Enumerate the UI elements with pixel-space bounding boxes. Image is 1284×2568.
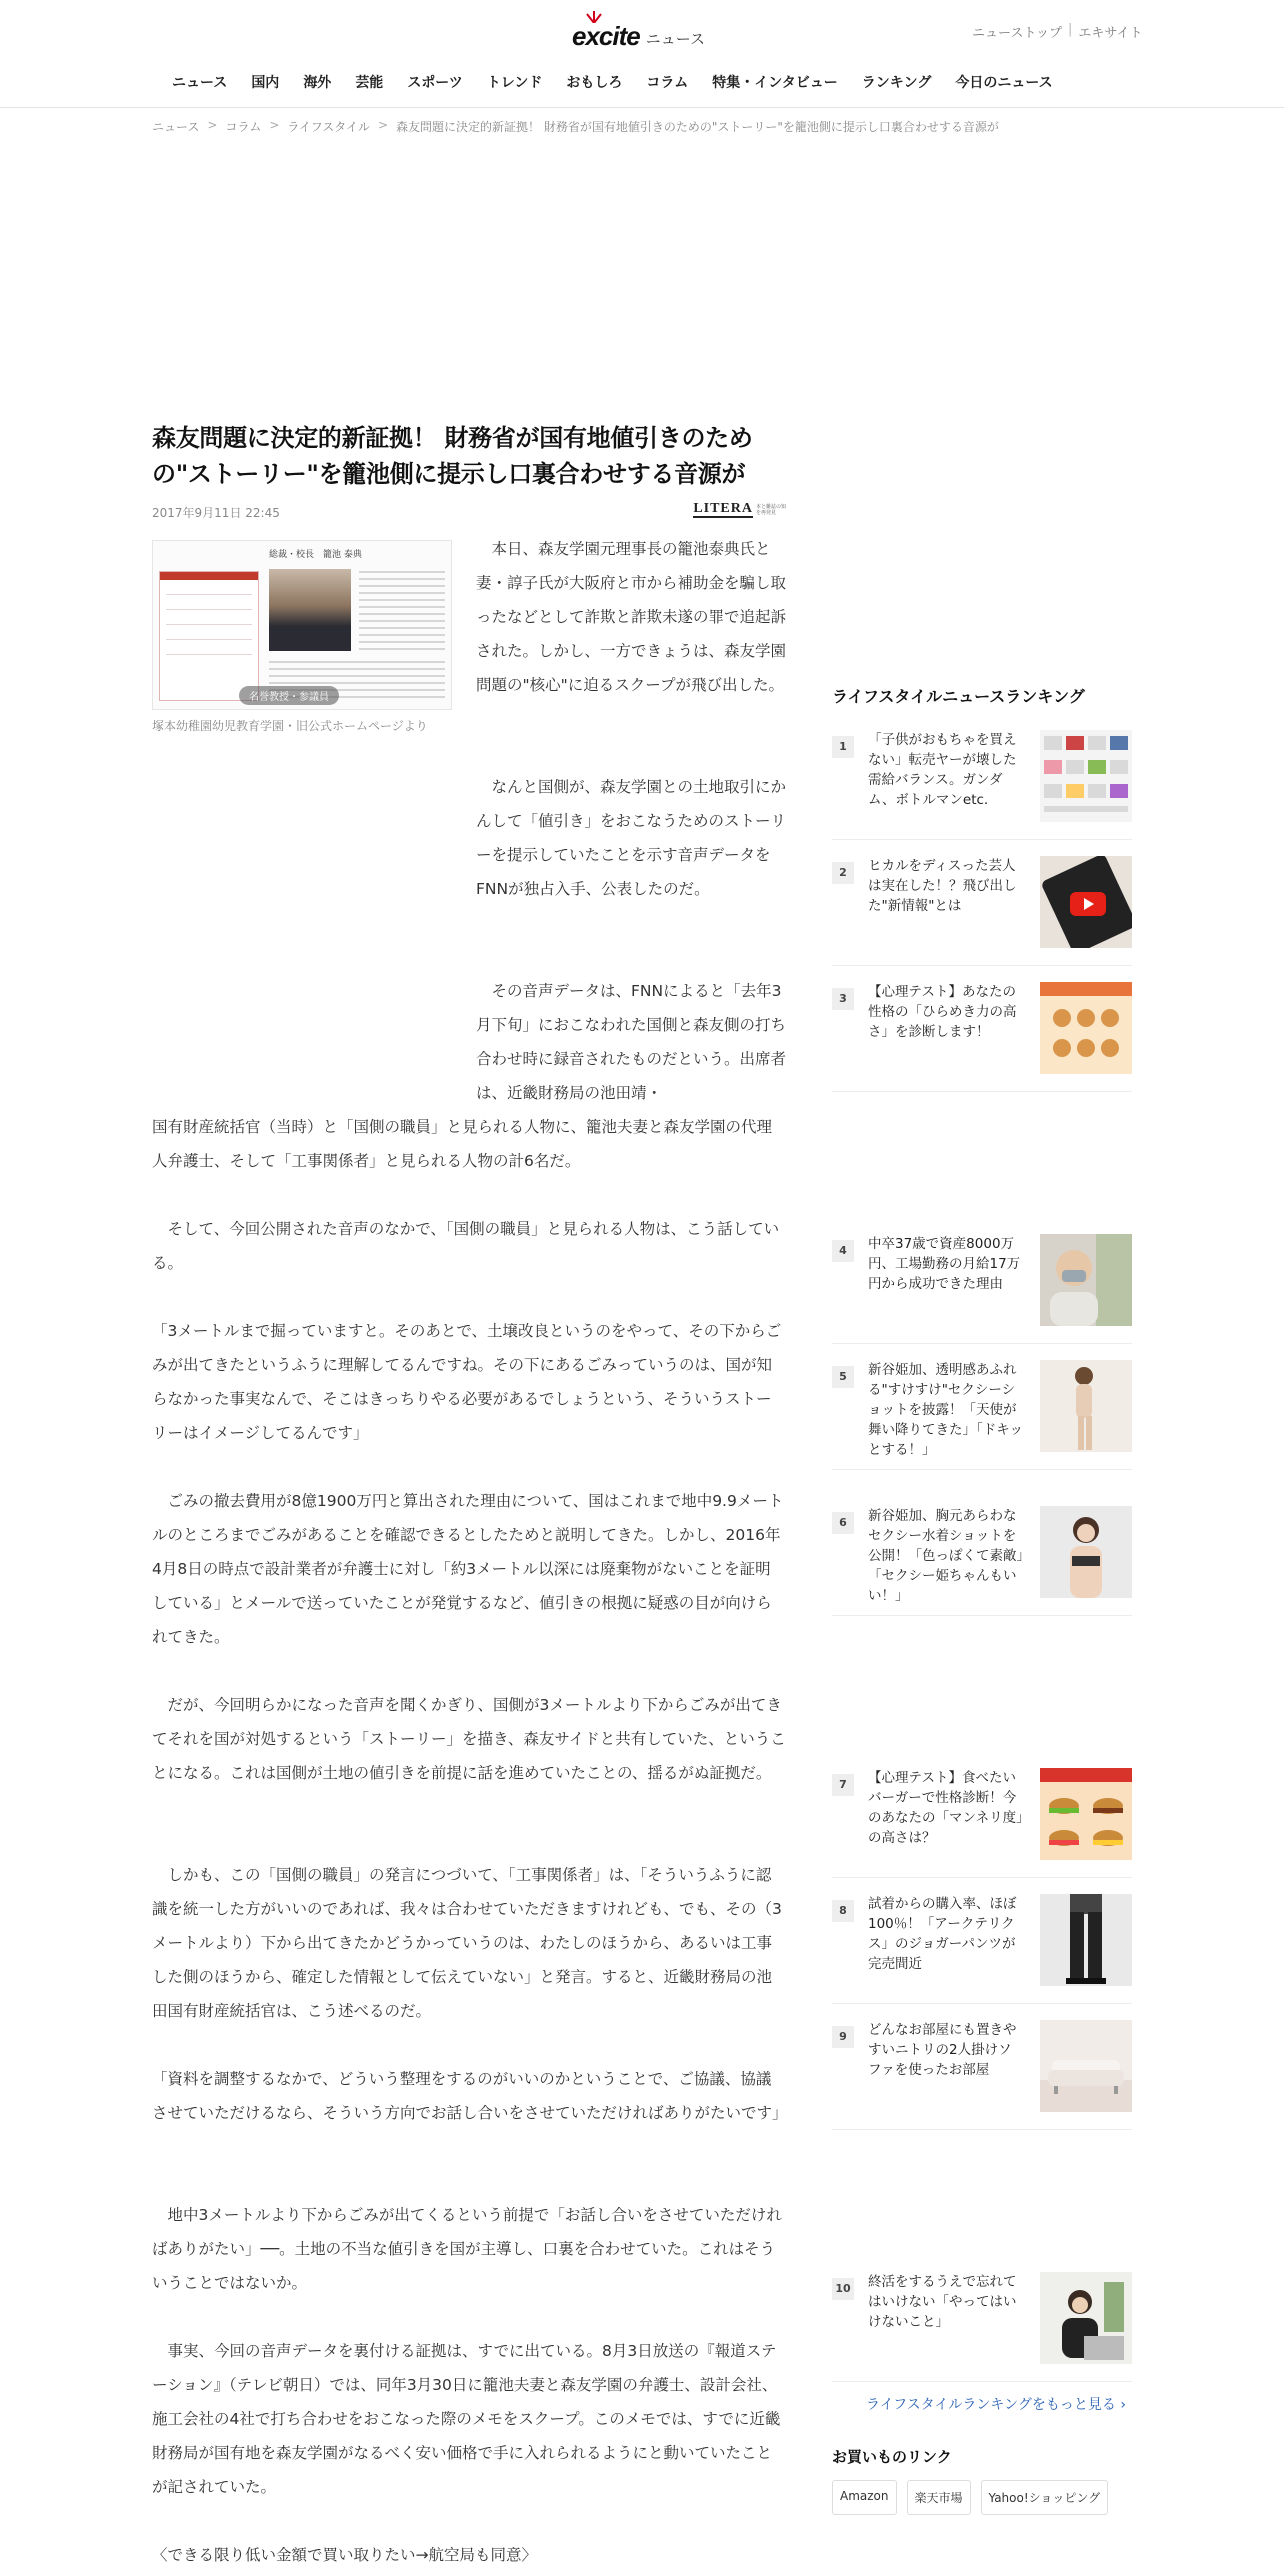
toy-grid-thumbnail-icon <box>1040 730 1132 822</box>
rank-headline: 中卒37歳で資産8000万円、工場勤務の月給17万円から成功できた理由 <box>868 1236 1021 1292</box>
rank-thumbnail <box>1040 1506 1132 1598</box>
figure-caption: 塚本幼稚園幼児教育学園・旧公式ホームページより <box>152 719 428 733</box>
rank-number: 6 <box>832 1512 854 1534</box>
rakuten-link-button[interactable]: 楽天市場 <box>907 2480 971 2515</box>
rank-thumbnail <box>1040 2020 1132 2112</box>
nav-column[interactable]: コラム <box>646 75 689 91</box>
litera-tagline: 本と雑誌の知を再発見 <box>756 504 787 516</box>
ranking-item[interactable] <box>832 1360 1132 1470</box>
ranking-item[interactable] <box>832 2272 1132 2382</box>
burger-test-thumbnail-icon <box>1040 1768 1132 1860</box>
pants-photo-thumbnail-icon <box>1040 1894 1132 1986</box>
nav-today-news[interactable]: 今日のニュース <box>955 75 1053 91</box>
shopping-links-title: お買いものリンク <box>832 2448 952 2466</box>
rank-headline: どんなお部屋にも置きやすいニトリの2人掛けソファを使ったお部屋 <box>868 2022 1017 2078</box>
rank-headline: 【心理テスト】食べたいバーガーで性格診断！今のあなたの「マンネリ度」の高さは？ <box>868 1770 1023 1846</box>
breadcrumb-lifestyle[interactable]: ライフスタイル <box>287 120 370 134</box>
article <box>152 420 788 2564</box>
breadcrumb-arrow-icon: > <box>269 118 280 132</box>
rank-number: 5 <box>832 1366 854 1388</box>
figure-portrait <box>269 569 351 651</box>
rank-headline: ヒカルをディスった芸人は実在した！？飛び出した"新情報"とは <box>868 858 1017 914</box>
model-photo-thumbnail-icon <box>1040 1360 1132 1452</box>
nav-feature-interview[interactable]: 特集・インタビュー <box>712 75 838 91</box>
breadcrumb-news[interactable]: ニュース <box>152 120 200 134</box>
rank-number: 1 <box>832 736 854 758</box>
article-date: 2017年9月11日 22:45 <box>152 506 280 520</box>
article-paragraph: 国有財産統括官（当時）と「国側の職員」と見られる人物に、籠池夫妻と森友学園の代理人弁護士、そして「工事関係者」と見られる人物の計6名だ。 <box>152 1118 773 1170</box>
person-mask-thumbnail-icon <box>1040 1234 1132 1326</box>
article-paragraph: ごみの撤去費用が8億1900万円と算出された理由について、国はこれまで地中9.9メートルのところまでごみがあることを確認できるとしたためと説明してきた。しかし、2016年4月8日の時点で設計業者が弁護士に対し「約3メートル以深には廃棄物がないことを証明している」とメールで送っていたことが発覚するなど、値引きの根拠に疑惑の目が向けられてきた。 <box>152 1492 784 1646</box>
ranking-item[interactable] <box>832 2020 1132 2130</box>
rank-number: 7 <box>832 1774 854 1796</box>
excite-link[interactable]: エキサイト <box>1078 26 1143 41</box>
article-paragraph: その音声データは、FNNによると「去年3月下旬」におこなわれた国側と森友側の打ち合わせ時に録音されたものだという。出席者は、近畿財務局の池田靖・ <box>476 982 787 1102</box>
rank-thumbnail <box>1040 1894 1132 1986</box>
rank-number: 3 <box>832 988 854 1010</box>
video-play-thumbnail-icon <box>1040 856 1132 948</box>
article-image[interactable] <box>152 540 452 710</box>
figure-watermark: 名誉教授・参議員 <box>239 686 339 705</box>
figure-side-menu <box>159 571 259 701</box>
rank-number: 10 <box>832 2278 854 2300</box>
article-meta <box>152 502 786 522</box>
rank-headline: 新谷姫加、胸元あらわなセクシー水着ショットを公開！「色っぽくて素敵」「セクシー姫ちゃんもいい！」 <box>868 1508 1024 1604</box>
litera-wordmark: LITERA <box>693 501 753 516</box>
sofa-room-thumbnail-icon <box>1040 2020 1132 2112</box>
rank-thumbnail <box>1040 1234 1132 1326</box>
litera-logo[interactable] <box>693 502 786 518</box>
article-figure <box>152 540 452 734</box>
excite-news-logo[interactable] <box>572 12 705 52</box>
article-paragraph: そして、今回公開された音声のなかで、「国側の職員」と見られる人物は、こう話している。 <box>152 1220 780 1272</box>
rank-thumbnail <box>1040 2272 1132 2364</box>
figure-text-block <box>359 571 445 655</box>
ranking-item[interactable] <box>832 856 1132 966</box>
breadcrumb-arrow-icon: > <box>207 118 218 132</box>
ranking-item[interactable] <box>832 1894 1132 2004</box>
nav-funny[interactable]: おもしろ <box>566 75 623 91</box>
ranking-item[interactable] <box>832 1768 1132 1878</box>
amazon-link-button[interactable]: Amazon <box>832 2480 897 2515</box>
top-links <box>972 22 1142 41</box>
rank-thumbnail <box>1040 1768 1132 1860</box>
more-ranking-link[interactable]: ライフスタイルランキングをもっと見る › <box>866 2397 1126 2413</box>
article-paragraph: だが、今回明らかになった音声を聞くかぎり、国側が3メートルより下からごみが出てきてそれを国が対処するという「ストーリー」を描き、森友サイドと共有していた、ということになる。これは国側が土地の値引きを前提に話を進めていたことの、揺るがぬ証拠だ。 <box>152 1696 786 1782</box>
site-header <box>0 0 1284 108</box>
top-link-separator: | <box>1067 22 1073 37</box>
ranking-item[interactable] <box>832 1506 1132 1616</box>
bear-test-thumbnail-icon <box>1040 982 1132 1074</box>
rank-number: 9 <box>832 2026 854 2048</box>
nav-news[interactable]: ニュース <box>172 75 228 91</box>
nav-ranking[interactable]: ランキング <box>861 75 932 91</box>
ranking-item[interactable] <box>832 1234 1132 1344</box>
rank-headline: 新谷姫加、透明感あふれる"すけすけ"セクシーショットを披露！「天使が舞い降りてきた」「ドキッとする！」 <box>868 1362 1023 1458</box>
nav-sports[interactable]: スポーツ <box>407 75 463 91</box>
rank-number: 4 <box>832 1240 854 1262</box>
rank-headline: 試着からの購入率、ほぼ100％！「アークテリクス」のジョガーパンツが完売間近 <box>868 1896 1017 1972</box>
figure-heading: 総裁・校長 籠池 泰典 <box>269 550 362 560</box>
ranking-item[interactable] <box>832 982 1132 1092</box>
shopping-links <box>832 2480 1108 2515</box>
ranking-title: ライフスタイルニュースランキング <box>832 687 1085 706</box>
ranking-item[interactable] <box>832 730 1132 840</box>
rank-thumbnail <box>1040 856 1132 948</box>
article-quote: 「資料を調整するなかで、どういう整理をするのがいいのかということで、ご協議、協議させていただけるなら、そういう方向でお話し合いをさせていただければありがたいです」 <box>152 2070 788 2122</box>
nav-domestic[interactable]: 国内 <box>251 75 280 91</box>
rank-thumbnail <box>1040 730 1132 822</box>
rank-number: 2 <box>832 862 854 884</box>
main-nav <box>160 72 1065 92</box>
breadcrumb-current: 森友問題に決定的新証拠！ 財務省が国有地値引きのための"ストーリー"を籠池側に提示し口裏合わせする音源が <box>396 120 999 134</box>
rank-thumbnail <box>1040 982 1132 1074</box>
nav-entertainment[interactable]: 芸能 <box>355 75 384 91</box>
news-top-link[interactable]: ニューストップ <box>972 26 1062 41</box>
nav-trend[interactable]: トレンド <box>486 75 543 91</box>
person-laptop-thumbnail-icon <box>1040 2272 1132 2364</box>
nav-overseas[interactable]: 海外 <box>303 75 332 91</box>
logo-subtitle: ニュース <box>645 30 705 48</box>
ranking-sidebar <box>832 684 1132 2505</box>
logo-wordmark: excite <box>572 21 640 52</box>
breadcrumb <box>152 118 999 135</box>
article-quote: 「3メートルまで掘っていますと。そのあとで、土壌改良というのをやって、その下からごみが出てきたというふうに理解してるんですね。その下にあるごみっていうのは、国が知らなかった事実なんで、そこはきっちりやる必要があるでしょうという、そういうストーリーはイメージしてるんです」 <box>152 1322 782 1442</box>
breadcrumb-column[interactable]: コラム <box>225 120 262 134</box>
rank-headline: 「子供がおもちゃを買えない」転売ヤーが壊した需給バランス。ガンダム、ボトルマンetc. <box>868 732 1017 808</box>
breadcrumb-arrow-icon: > <box>377 118 389 132</box>
logo-burst-icon <box>584 9 604 23</box>
article-paragraph: 本日、森友学園元理事長の籠池泰典氏と妻・諄子氏が大阪府と市から補助金を騙し取ったなどとして詐欺と詐欺未遂の罪で追起訴された。しかし、一方できょうは、森友学園問題の"核心"に迫るスクープが飛び出した。 <box>476 540 787 694</box>
chevron-right-icon: › <box>1120 2397 1126 2413</box>
article-paragraph: 地中3メートルより下からごみが出てくるという前提で「お話し合いをさせていただければありがたい」──。土地の不当な値引きを国が主導し、口裏を合わせていた。これはそういうことではないか。 <box>152 2206 782 2292</box>
rank-headline: 終活をするうえで忘れてはいけない「やってはいけないこと」 <box>868 2274 1017 2330</box>
swimsuit-photo-thumbnail-icon <box>1040 1506 1132 1598</box>
rank-headline: 【心理テスト】あなたの性格の「ひらめき力の高さ」を診断します！ <box>868 984 1017 1040</box>
article-paragraph: しかも、この「国側の職員」の発言につづいて、「工事関係者」は、「そういうふうに認識を統一した方がいいのであれば、我々は合わせていただきますけれども、でも、その（3メートルより）下から出てきたかどうかっていうのは、わたしのほうから、あるいは工事した側のほうから、確定した情報として伝えていない」と発言。すると、近畿財務局の池田国有財産統括官は、こう述べるのだ。 <box>152 1866 782 2020</box>
article-title: 森友問題に決定的新証拠！ 財務省が国有地値引きのための"ストーリー"を籠池側に提示し口裏合わせする音源が <box>152 424 753 488</box>
rank-thumbnail <box>1040 1360 1132 1452</box>
yahoo-shopping-link-button[interactable]: Yahoo!ショッピング <box>981 2480 1109 2515</box>
article-paragraph: 事実、今回の音声データを裏付ける証拠は、すでに出ている。8月3日放送の『報道ステーション』（テレビ朝日）では、同年3月30日に籠池夫妻と森友学園の弁護士、設計会社、施工会社の4社で打ち合わせをおこなった際のメモをスクープ。このメモでは、すでに近畿財務局が国有地を森友学園がなるべく安い価格で手に入れられるようにと動いていたことが記されていた。 <box>152 2342 781 2496</box>
article-quote: 〈できる限り低い金額で買い取りたい→航空局も同意〉 <box>152 2546 537 2564</box>
article-paragraph: なんと国側が、森友学園との土地取引にかんして「値引き」をおこなうためのストーリーを提示していたことを示す音声データをFNNが独占入手、公表したのだ。 <box>476 778 787 898</box>
rank-number: 8 <box>832 1900 854 1922</box>
